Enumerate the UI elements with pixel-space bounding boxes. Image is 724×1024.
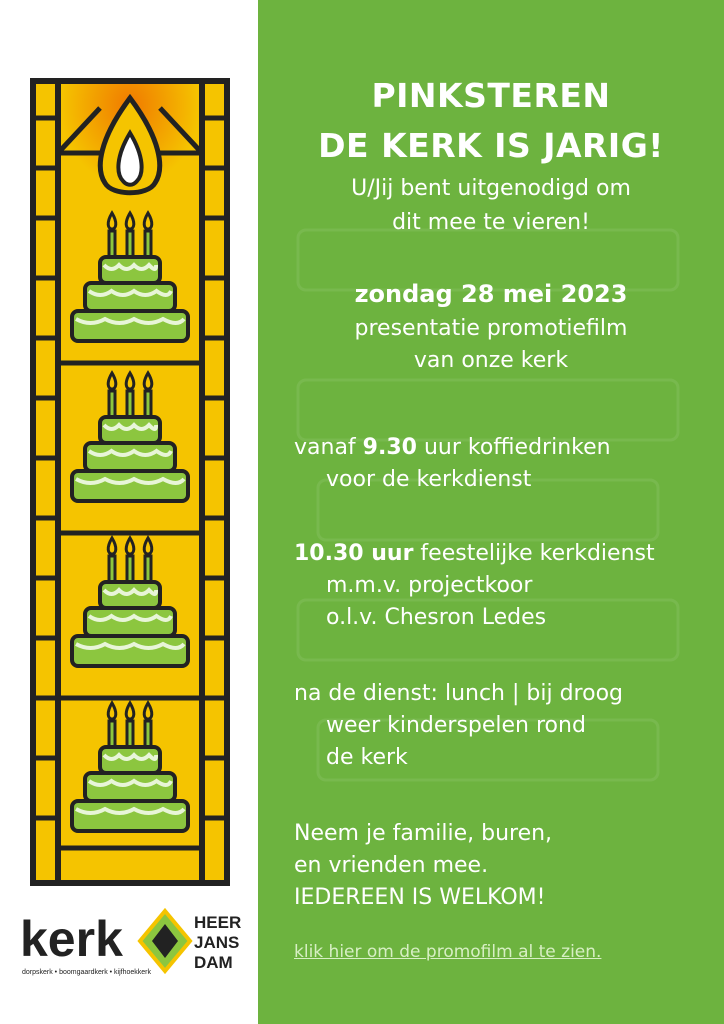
stained-glass-window xyxy=(30,78,230,886)
closing-line3: IEDEREEN IS WELKOM! xyxy=(294,885,546,910)
title-line2: DE KERK IS JARIG! xyxy=(318,126,664,165)
coffee-paragraph xyxy=(294,432,611,496)
right-panel xyxy=(258,0,724,1024)
invitation-content xyxy=(258,0,724,1024)
after-paragraph xyxy=(294,678,623,774)
logo-jans: JANS xyxy=(194,933,240,952)
coffee-prefix: vanaf xyxy=(294,435,363,460)
event-line1: presentatie promotiefilm xyxy=(354,316,628,341)
event-date: zondag 28 mei 2023 xyxy=(354,280,628,308)
church-logo xyxy=(20,906,250,986)
logo-subtitle: dorpskerk • boomgaardkerk • kijfhoekkerk xyxy=(22,969,152,976)
promo-film-link[interactable]: klik hier om de promofilm al te zien. xyxy=(294,942,602,962)
diamond-icon xyxy=(140,911,190,971)
closing-paragraph xyxy=(294,818,552,914)
left-panel xyxy=(0,0,258,1024)
after-line1: na de dienst: lunch | bij droog xyxy=(294,681,623,706)
invite-line2: dit mee te vieren! xyxy=(392,210,590,235)
service-suffix: feestelijke kerkdienst xyxy=(413,541,655,566)
coffee-time: 9.30 xyxy=(362,435,417,460)
logo-heer: HEER xyxy=(194,913,242,932)
coffee-suffix: uur koffiedrinken xyxy=(416,435,611,460)
service-time: 10.30 uur xyxy=(294,541,414,566)
service-line3: o.l.v. Chesron Ledes xyxy=(326,605,547,630)
event-line2: van onze kerk xyxy=(413,348,569,373)
logo-word: kerk xyxy=(20,911,123,967)
coffee-line2: voor de kerkdienst xyxy=(326,467,532,492)
title-line1: PINKSTEREN xyxy=(371,76,611,115)
closing-line2: en vrienden mee. xyxy=(294,853,489,878)
service-paragraph xyxy=(294,538,655,634)
after-line3: de kerk xyxy=(326,745,408,770)
logo-dam: DAM xyxy=(194,953,233,972)
service-line2: m.m.v. projectkoor xyxy=(326,573,533,598)
closing-line1: Neem je familie, buren, xyxy=(294,821,553,846)
after-line2: weer kinderspelen rond xyxy=(326,713,586,738)
invite-line1: U/Jij bent uitgenodigd om xyxy=(351,176,631,201)
